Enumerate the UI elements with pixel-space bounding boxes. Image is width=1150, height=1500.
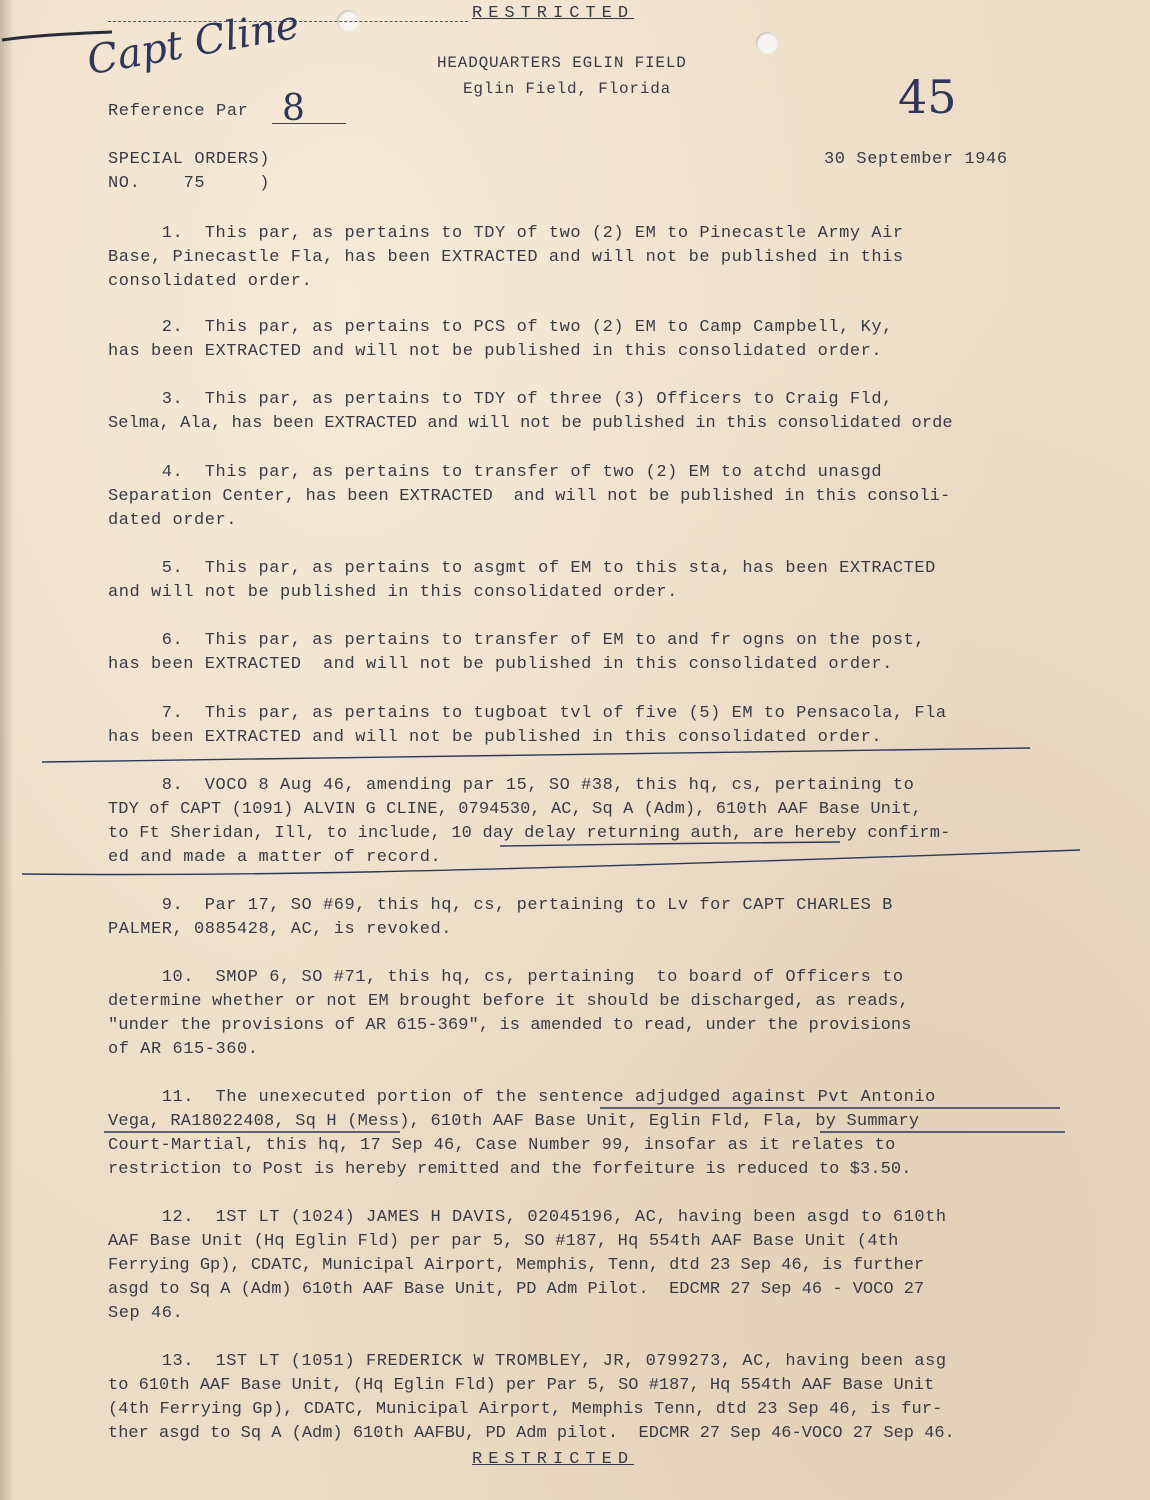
- paragraph-line: of AR 615-360.: [108, 1040, 259, 1059]
- paragraph-line: PALMER, 0885428, AC, is revoked.: [108, 920, 453, 939]
- handwritten-reference-number: 8: [282, 88, 305, 129]
- handwritten-name: Capt Cline: [83, 1, 303, 85]
- paragraph-line: has been EXTRACTED and will not be published in this consolidated order.: [108, 728, 883, 747]
- paragraph-line: Base, Pinecastle Fla, has been EXTRACTED and will not be published in this: [108, 248, 904, 267]
- restricted-footer: RESTRICTED: [472, 1450, 635, 1469]
- paragraph-4: [108, 461, 1083, 533]
- paragraph-13: [108, 1350, 1083, 1446]
- paragraph-line: consolidated order.: [108, 272, 313, 291]
- paragraph-line: has been EXTRACTED and will not be published in this consolidated order.: [108, 655, 893, 674]
- paragraph-line: ed and made a matter of record.: [108, 848, 442, 867]
- paragraph-3: [108, 388, 1083, 436]
- paragraph-line: and will not be published in this consolidated order.: [108, 583, 678, 602]
- paragraph-line: 1. This par, as pertains to TDY of two (2) EM to Pinecastle Army Air: [108, 224, 904, 243]
- paragraph-line: dated order.: [108, 511, 238, 530]
- restricted-header: RESTRICTED: [472, 4, 635, 23]
- paragraph-line: "under the provisions of AR 615-369", is amended to read, under the provisions: [108, 1016, 912, 1035]
- paragraph-line: Separation Center, has been EXTRACTED and will not be published in this consoli-: [108, 487, 951, 506]
- handwritten-page-number: 45: [898, 70, 957, 124]
- paragraph-line: 9. Par 17, SO #69, this hq, cs, pertaining to Lv for CAPT CHARLES B: [108, 896, 893, 915]
- paragraph-line: 10. SMOP 6, SO #71, this hq, cs, pertaining to board of Officers to: [108, 968, 904, 987]
- paragraph-line: asgd to Sq A (Adm) 610th AAF Base Unit, PD Adm Pilot. EDCMR 27 Sep 46 - VOCO 27: [108, 1280, 925, 1299]
- paragraph-line: 5. This par, as pertains to asgmt of EM to this sta, has been EXTRACTED: [108, 559, 936, 578]
- punch-hole-right: [756, 32, 778, 54]
- pen-underline-par7: [40, 742, 1040, 772]
- paragraph-line: ther asgd to Sq A (Adm) 610th AAFBU, PD Adm pilot. EDCMR 27 Sep 46-VOCO 27 Sep 46.: [108, 1424, 955, 1443]
- paragraph-line: (4th Ferrying Gp), CDATC, Municipal Airport, Memphis Tenn, dtd 23 Sep 46, is fur-: [108, 1400, 943, 1419]
- hq-location: Eglin Field, Florida: [463, 80, 672, 98]
- paragraph-10: [108, 966, 1083, 1062]
- paragraph-1: [108, 222, 1083, 294]
- paragraph-line: Selma, Ala, has been EXTRACTED and will not be published in this consolidated orde: [108, 414, 953, 433]
- reference-label: Reference Par: [108, 102, 249, 121]
- paragraph-line: 13. 1ST LT (1051) FREDERICK W TROMBLEY, JR, 0799273, AC, having been asg: [108, 1352, 947, 1371]
- paragraph-line: determine whether or not EM brought before it should be discharged, as reads,: [108, 992, 909, 1011]
- paragraph-line: 3. This par, as pertains to TDY of three (3) Officers to Craig Fld,: [108, 390, 893, 409]
- paragraph-line: 12. 1ST LT (1024) JAMES H DAVIS, 02045196, AC, having been asgd to 610th: [108, 1208, 947, 1227]
- paragraph-line: 8. VOCO 8 Aug 46, amending par 15, SO #38, this hq, cs, pertaining to: [108, 776, 915, 795]
- paragraph-line: 2. This par, as pertains to PCS of two (2) EM to Camp Campbell, Ky,: [108, 318, 893, 337]
- special-orders-label: SPECIAL ORDERS): [108, 150, 271, 169]
- hq-title: HEADQUARTERS EGLIN FIELD: [437, 54, 687, 72]
- paragraph-9: [108, 894, 1083, 942]
- paragraph-line: 6. This par, as pertains to transfer of EM to and fr ogns on the post,: [108, 631, 926, 650]
- paragraph-line: AAF Base Unit (Hq Eglin Fld) per par 5, SO #187, Hq 554th AAF Base Unit (4th: [108, 1232, 899, 1251]
- paragraph-line: to Ft Sheridan, Ill, to include, 10 day delay returning auth, are hereby confirm-: [108, 824, 951, 843]
- paragraph-line: has been EXTRACTED and will not be published in this consolidated order.: [108, 342, 883, 361]
- paragraph-line: 7. This par, as pertains to tugboat tvl of five (5) EM to Pensacola, Fla: [108, 704, 947, 723]
- pen-underline-par11: [100, 1104, 1080, 1144]
- paragraph-12: [108, 1206, 1083, 1326]
- paragraph-line: Ferrying Gp), CDATC, Municipal Airport, Memphis, Tenn, dtd 23 Sep 46, is further: [108, 1256, 925, 1275]
- order-date: 30 September 1946: [824, 150, 1008, 169]
- order-number: NO. 75 ): [108, 174, 271, 193]
- paragraph-line: Vega, RA18022408, Sq H (Mess), 610th AAF Base Unit, Eglin Fld, Fla, by Summary: [108, 1112, 920, 1131]
- paragraph-line: 4. This par, as pertains to transfer of two (2) EM to atchd unasgd: [108, 463, 883, 482]
- paper-edge-shadow: [0, 0, 14, 1500]
- pen-underline-par8: [20, 838, 1100, 888]
- paragraph-2: [108, 316, 1083, 364]
- paragraph-5: [108, 557, 1083, 605]
- paragraph-line: Sep 46.: [108, 1304, 184, 1323]
- paragraph-line: restriction to Post is hereby remitted and the forfeiture is reduced to $3.50.: [108, 1160, 912, 1179]
- paragraph-line: Court-Martial, this hq, 17 Sep 46, Case Number 99, insofar as it relates to: [108, 1136, 896, 1155]
- paragraph-line: to 610th AAF Base Unit, (Hq Eglin Fld) per Par 5, SO #187, Hq 554th AAF Base Unit: [108, 1376, 935, 1395]
- paragraph-line: TDY of CAPT (1091) ALVIN G CLINE, 0794530, AC, Sq A (Adm), 610th AAF Base Unit,: [108, 800, 922, 819]
- paragraph-6: [108, 629, 1083, 677]
- paragraph-line: 11. The unexecuted portion of the sentence adjudged against Pvt Antonio: [108, 1088, 936, 1107]
